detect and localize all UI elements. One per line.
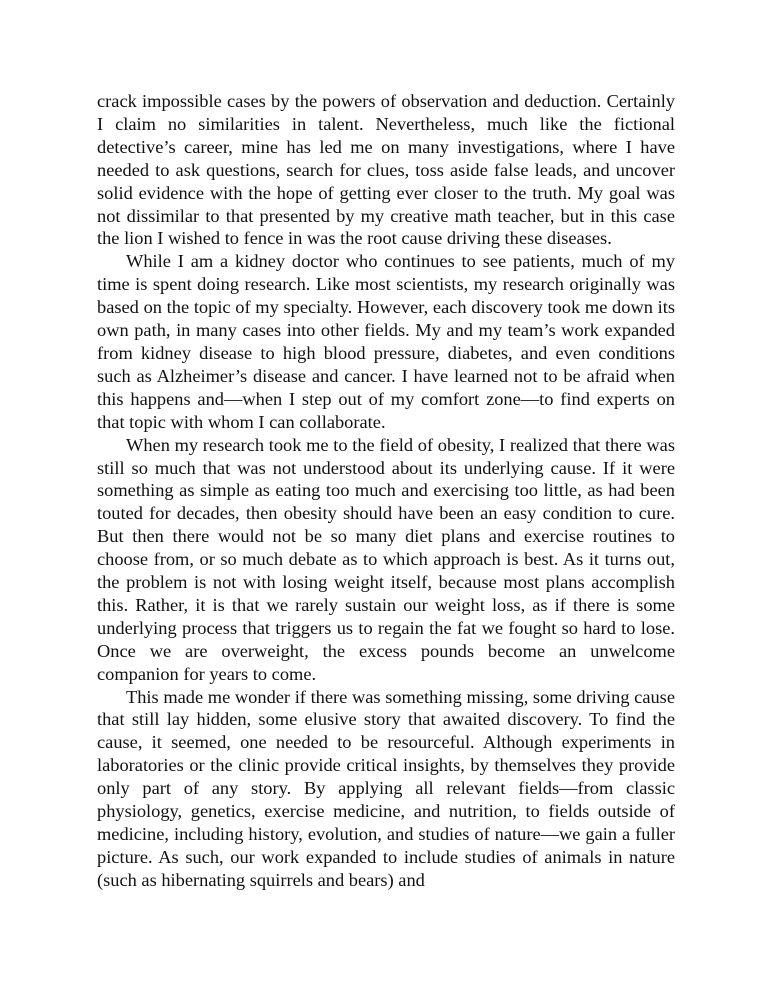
paragraph-2: While I am a kidney doctor who continues to see patients, much of my time is spent doing research. Like most scientists, my research originally was based on the topic of my specialty. However, each discovery took me down its own path, in many cases into other fields. My and my team’s work expanded from kidney disease to high blood pressure, diabetes, and even conditions such as Alzheimer’s disease and cancer. I have learned not to be afraid when this happens and—when I step out of my comfort zone—to find experts on that topic with whom I can collaborate. (97, 251, 675, 432)
paragraph-1: crack impossible cases by the powers of observation and deduction. Certainly I claim no similarities in talent. Nevertheless, much like the fictional detective’s career, mine has led me on many investigations, where I have needed to ask questions, search for clues, toss aside false leads, and uncover solid evidence with the hope of getting ever closer to the truth. My goal was not dissimilar to that presented by my creative math teacher, but in this case the lion I wished to fence in was the root cause driving these diseases. (97, 91, 675, 249)
paragraph-4: This made me wonder if there was something missing, some driving cause that still lay hidden, some elusive story that awaited discovery. To find the cause, it seemed, one needed to be resourceful. Although experiments in laboratories or the clinic provide critical insights, by themselves they provide only part of any story. By applying all relevant fields—from classic physiology, genetics, exercise medicine, and nutrition, to fields outside of medicine, including history, evolution, and studies of nature—we gain a fuller picture. As such, our work expanded to include studies of animals in nature (such as hibernating squirrels and bears) and (97, 686, 675, 890)
body-text (97, 90, 675, 892)
paragraph-3: When my research took me to the field of obesity, I realized that there was still so much that was not understood about its underlying cause. If it were something as simple as eating too much and exercising too little, as had been touted for decades, then obesity should have been an easy condition to cure. But then there would not be so many diet plans and exercise routines to choose from, or so much debate as to which approach is best. As it turns out, the problem is not with losing weight itself, because most plans accomplish this. Rather, it is that we rarely sustain our weight loss, as if there is some underlying process that triggers us to regain the fat we fought so hard to lose. Once we are overweight, the excess pounds become an unwelcome companion for years to come. (97, 434, 675, 684)
